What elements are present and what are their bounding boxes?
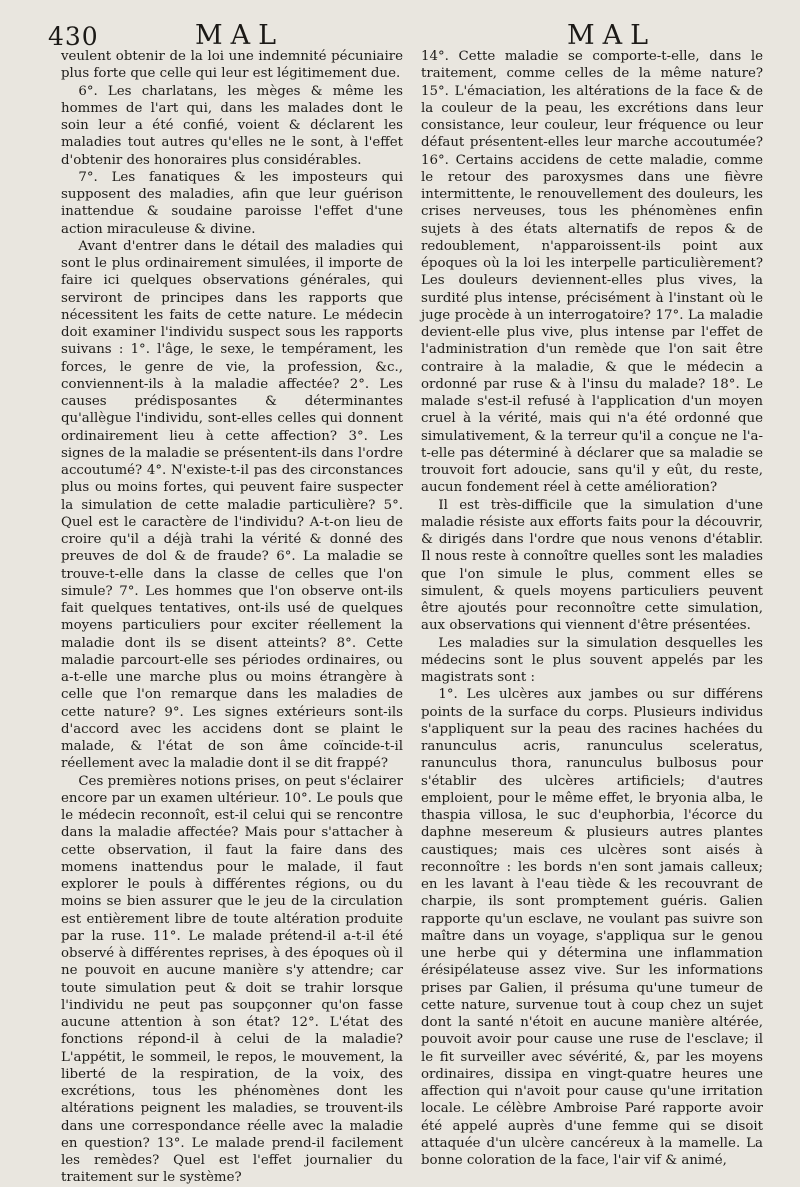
paragraph: Il est très-difficile que la simulation d'une maladie résiste aux efforts faits pour la découvrir, & dirigés dans l'ordre que nous venons d'établir. Il nous reste à connoître quelles sont les maladies que l'on simule le plus, comment elles se simulent, & quels moyens particuliers peuvent être ajoutés pour reconnoître cette simulation, aux observations qui viennent d'être présentées. [421,497,763,634]
running-head-left: MAL [195,20,285,51]
page-number: 430 [48,22,99,51]
left-column [61,48,403,1187]
paragraph: 14°. Cette maladie se comporte-t-elle, dans le traitement, comme celles de la même nature? 15°. L'émaciation, les altérations de la face & de la couleur de la peau, les excrétions dans leur consistance, leur couleur, leur fréquence ou leur défaut présentent-elles leur marche accoutumée? 16°. Certains accidens de cette maladie, comme le retour des paroxysmes dans une fièvre intermittente, le renouvellement des douleurs, les crises nerveuses, tous les phénomènes enfin sujets à des états alternatifs de repos & de redoublement, n'apparoissent-ils point aux époques où la loi les interpelle particulièrement? Les douleurs deviennent-elles plus vives, la surdité plus intense, précisément à l'instant où le juge procède à un interrogatoire? 17°. La maladie devient-elle plus vive, plus intense par l'effet de l'administration d'un remède que l'on sait être contraire à la maladie, & que le médecin a ordonné par ruse & à l'insu du malade? 18°. Le malade s'est-il refusé à l'application d'un moyen cruel à la vérité, mais qui n'a été ordonné que simulativement, & la terreur qu'il a conçue ne l'a-t-elle pas déterminé à déclarer que sa maladie se trouvoit fort adoucie, sans qu'il y eût, du reste, aucun fondement réel à cette amélioration? [421,49,763,496]
paragraph: 6°. Les charlatans, les mèges & même les hommes de l'art qui, dans les malades dont le soin leur a été confié, voient & déclarent les maladies tout autres qu'elles ne le sont, à l'effet d'obtenir des honoraires plus considérables. [61,83,403,168]
paragraph: 1°. Les ulcères aux jambes ou sur différens points de la surface du corps. Plusieurs individus s'appliquent sur la peau des racines hachées du ranunculus acris, ranunculus sceleratus, ranunculus thora, ranunculus bulbosus pour s'établir des ulcères artificiels; d'autres emploient, pour le même effet, le bryonia alba, le thaspia villosa, le suc d'euphorbia, l'écorce du daphne mesereum & plusieurs autres plantes caustiques; mais ces ulcères sont aisés à reconnoître : les bords n'en sont jamais calleux; en les lavant à l'eau tiède & les recouvrant de charpie, ils sont promptement guéris. Galien rapporte qu'un esclave, ne voulant pas suivre son maître dans un voyage, s'appliqua sur le genou une herbe qui y détermina une inflammation érésipélateuse assez vive. Sur les informations prises par Galien, il présuma qu'une tumeur de cette nature, survenue tout à coup chez un sujet dont la santé n'étoit en aucune manière altérée, pouvoit avoir pour cause une ruse de l'esclave; il le fit surveiller avec sévérité, &, par les moyens ordinaires, dissipa en vingt-quatre heures une affection qui n'avoit pour cause qu'une irritation locale. Le célèbre Ambroise Paré rapporte avoir été appelé auprès d'une femme qui se disoit attaquée d'un ulcère cancéreux à la mamelle. La bonne coloration de la face, l'air vif & animé, [421,687,763,1168]
paragraph: Ces premières notions prises, on peut s'éclairer encore par un examen ultérieur. 10°. Le pouls que le médecin reconnoît, est-il celui qui se rencontre dans la maladie affectée? Mais pour s'attacher à cette observation, il faut la faire dans des momens inattendus pour le malade, il faut explorer le pouls à différentes régions, ou du moins se bien assurer que le jeu de la circulation est entièrement libre de toute altération produite par la ruse. 11°. Le malade prétend-il a-t-il été observé à différentes reprises, à des époques où il ne pouvoit en aucune manière s'y attendre; car toute simulation peut & doit se trahir lorsque l'individu ne peut pas soupçonner qu'on fasse aucune attention à son état? 12°. L'état des fonctions répond-il à celui de la maladie? L'appétit, le sommeil, le repos, le mouvement, la liberté de la respiration, de la voix, des excrétions, tous les phénomènes dont les altérations peignent les maladies, se trouvent-ils dans une correspondance réelle avec la maladie en question? 13°. Le malade prend-il facilement les remèdes? Quel est l'effet journalier du traitement sur le système? [61,773,403,1186]
right-column [421,48,763,1169]
paragraph: Les maladies sur la simulation desquelles les médecins sont le plus souvent appelés par les magistrats sont : [421,635,763,685]
running-head-right: MAL [567,20,657,51]
paragraph: 7°. Les fanatiques & les imposteurs qui supposent des maladies, afin que leur guérison inattendue & soudaine paroisse l'effet d'une action miraculeuse & divine. [61,169,403,237]
paragraph: Avant d'entrer dans le détail des maladies qui sont le plus ordinairement simulées, il importe de faire ici quelques observations générales, qui serviront de principes dans les rapports que nécessitent les faits de cette nature. Le médecin doit examiner l'individu suspect sous les rapports suivans : 1°. l'âge, le sexe, le tempérament, les forces, le genre de vie, la profession, &c., conviennent-ils à la maladie affectée? 2°. Les causes prédisposantes & déterminantes qu'allègue l'individu, sont-elles celles qui donnent ordinairement lieu à cette affection? 3°. Les signes de la maladie se présentent-ils dans l'ordre accoutumé? 4°. N'existe-t-il pas des circonstances plus ou moins fortes, qui peuvent faire suspecter la simulation de cette maladie particulière? 5°. Quel est le caractère de l'individu? A-t-on lieu de croire qu'il a déjà trahi la vérité & donné des preuves de dol & de fraude? 6°. La maladie se trouve-t-elle dans la classe de celles que l'on simule? 7°. Les hommes que l'on observe ont-ils fait quelques tentatives, ont-ils usé de quelques moyens particuliers pour exciter réellement la maladie dont ils se disent atteints? 8°. Cette maladie parcourt-elle ses périodes ordinaires, ou a-t-elle une marche plus ou moins étrangère à celle que l'on remarque dans les maladies de cette nature? 9°. Les signes extérieurs sont-ils d'accord avec les accidens dont se plaint le malade, & l'état de son âme coïncide-t-il réellement avec la maladie dont il se dit frappé? [61,238,403,772]
paragraph: veulent obtenir de la loi une indemnité pécuniaire plus forte que celle qui leur est légitimement due. [61,49,403,82]
